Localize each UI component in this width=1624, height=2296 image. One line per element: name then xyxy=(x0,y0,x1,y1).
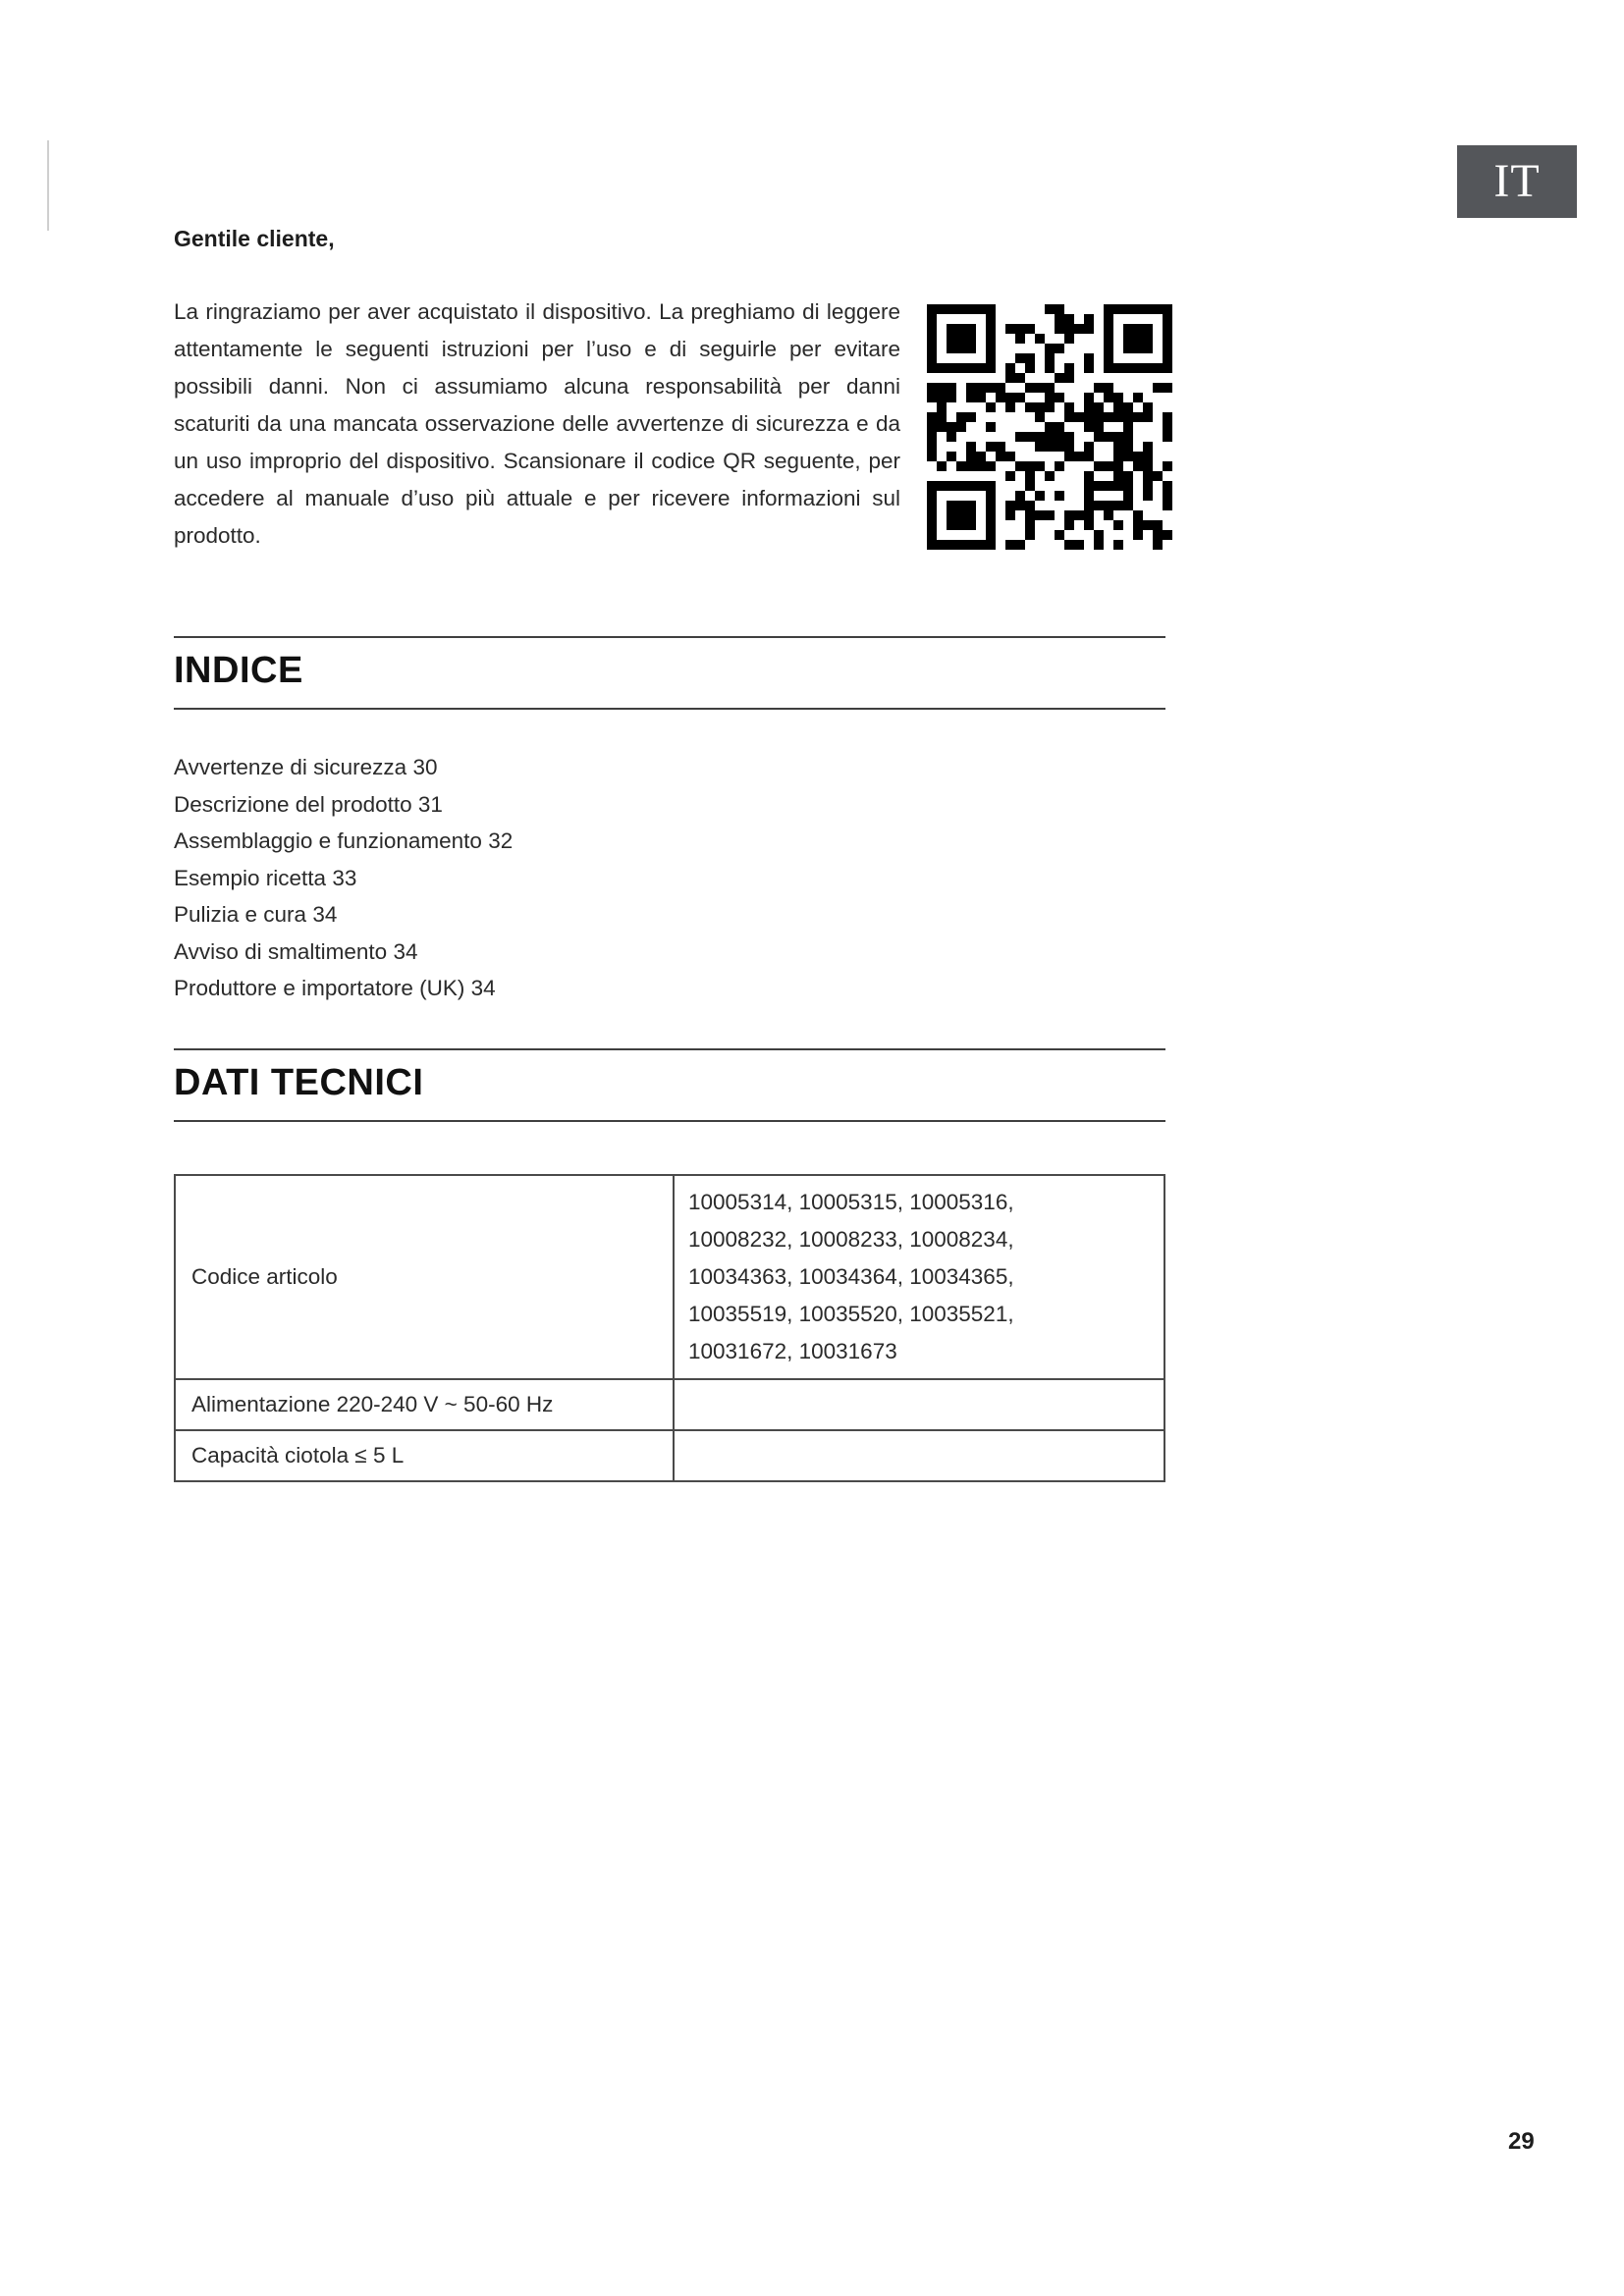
article-code-line: 10008232, 10008233, 10008234, xyxy=(688,1227,1014,1252)
index-item xyxy=(174,970,513,1007)
dati-tecnici-title: DATI TECNICI xyxy=(174,1062,424,1103)
indice-title: INDICE xyxy=(174,650,303,691)
index-item-page: 30 xyxy=(412,755,438,779)
index-item-page: 33 xyxy=(332,865,357,890)
index-item-label: Descrizione del prodotto xyxy=(174,791,412,817)
index-item xyxy=(174,823,513,860)
index-item-label: Pulizia e cura xyxy=(174,902,307,927)
table-cell-label: Codice articolo xyxy=(191,1264,338,1289)
index-item xyxy=(174,749,513,786)
table-cell-value xyxy=(673,1176,1164,1378)
table-cell-value xyxy=(673,1380,1164,1429)
divider xyxy=(174,636,1165,638)
index-item xyxy=(174,786,513,824)
index-item-label: Assemblaggio e funzionamento xyxy=(174,828,482,853)
article-code-line: 10031672, 10031673 xyxy=(688,1339,897,1363)
index-item-label: Avviso di smaltimento xyxy=(174,938,388,964)
divider xyxy=(174,1048,1165,1050)
divider xyxy=(174,1120,1165,1122)
margin-mark xyxy=(47,140,49,231)
index-item-label: Avvertenze di sicurezza xyxy=(174,755,407,779)
qr-code xyxy=(927,304,1172,550)
index-item-page: 34 xyxy=(470,976,496,1000)
index-item xyxy=(174,896,513,934)
article-code-line: 10005314, 10005315, 10005316, xyxy=(688,1190,1014,1214)
index-item-label: Produttore e importatore (UK) xyxy=(174,976,465,1000)
divider xyxy=(174,708,1165,710)
table-cell-label: Alimentazione 220-240 V ~ 50-60 Hz xyxy=(191,1392,554,1416)
index-item-page: 32 xyxy=(488,828,514,853)
article-code-line: 10035519, 10035520, 10035521, xyxy=(688,1302,1014,1326)
index-item-label: Esempio ricetta xyxy=(174,865,327,890)
article-code-line: 10034363, 10034364, 10034365, xyxy=(688,1264,1014,1289)
table-row xyxy=(176,1378,1164,1429)
indice-section-header xyxy=(174,636,1165,710)
table-row xyxy=(176,1176,1164,1378)
language-badge: IT xyxy=(1457,145,1577,218)
dati-tecnici-section-header xyxy=(174,1048,1165,1122)
salutation: Gentile cliente, xyxy=(174,226,335,251)
technical-data-table xyxy=(174,1174,1165,1482)
table-row xyxy=(176,1429,1164,1480)
index-item-page: 34 xyxy=(312,902,338,927)
index-item-page: 34 xyxy=(393,938,418,964)
index-item xyxy=(174,860,513,897)
page-number: 29 xyxy=(1508,2128,1535,2155)
intro-paragraph: La ringraziamo per aver acquistato il dispositivo. La preghiamo di leggere attentamente le seguenti istruzioni per l’uso e di seguirle per evitare possibili danni. Non ci assumiamo alcuna responsabilità per danni scaturiti da una mancata osservazione delle avvertenze di sicurezza e da un uso improprio del dispositivo. Scansionare il codice QR seguente, per accedere al manuale d’uso più attuale e per ricevere informazioni sul prodotto. xyxy=(174,299,900,548)
table-cell-label: Capacità ciotola ≤ 5 L xyxy=(191,1443,405,1468)
index-item-page: 31 xyxy=(417,791,443,817)
index-list xyxy=(174,749,513,1007)
index-item xyxy=(174,934,513,971)
table-cell-value xyxy=(673,1431,1164,1480)
